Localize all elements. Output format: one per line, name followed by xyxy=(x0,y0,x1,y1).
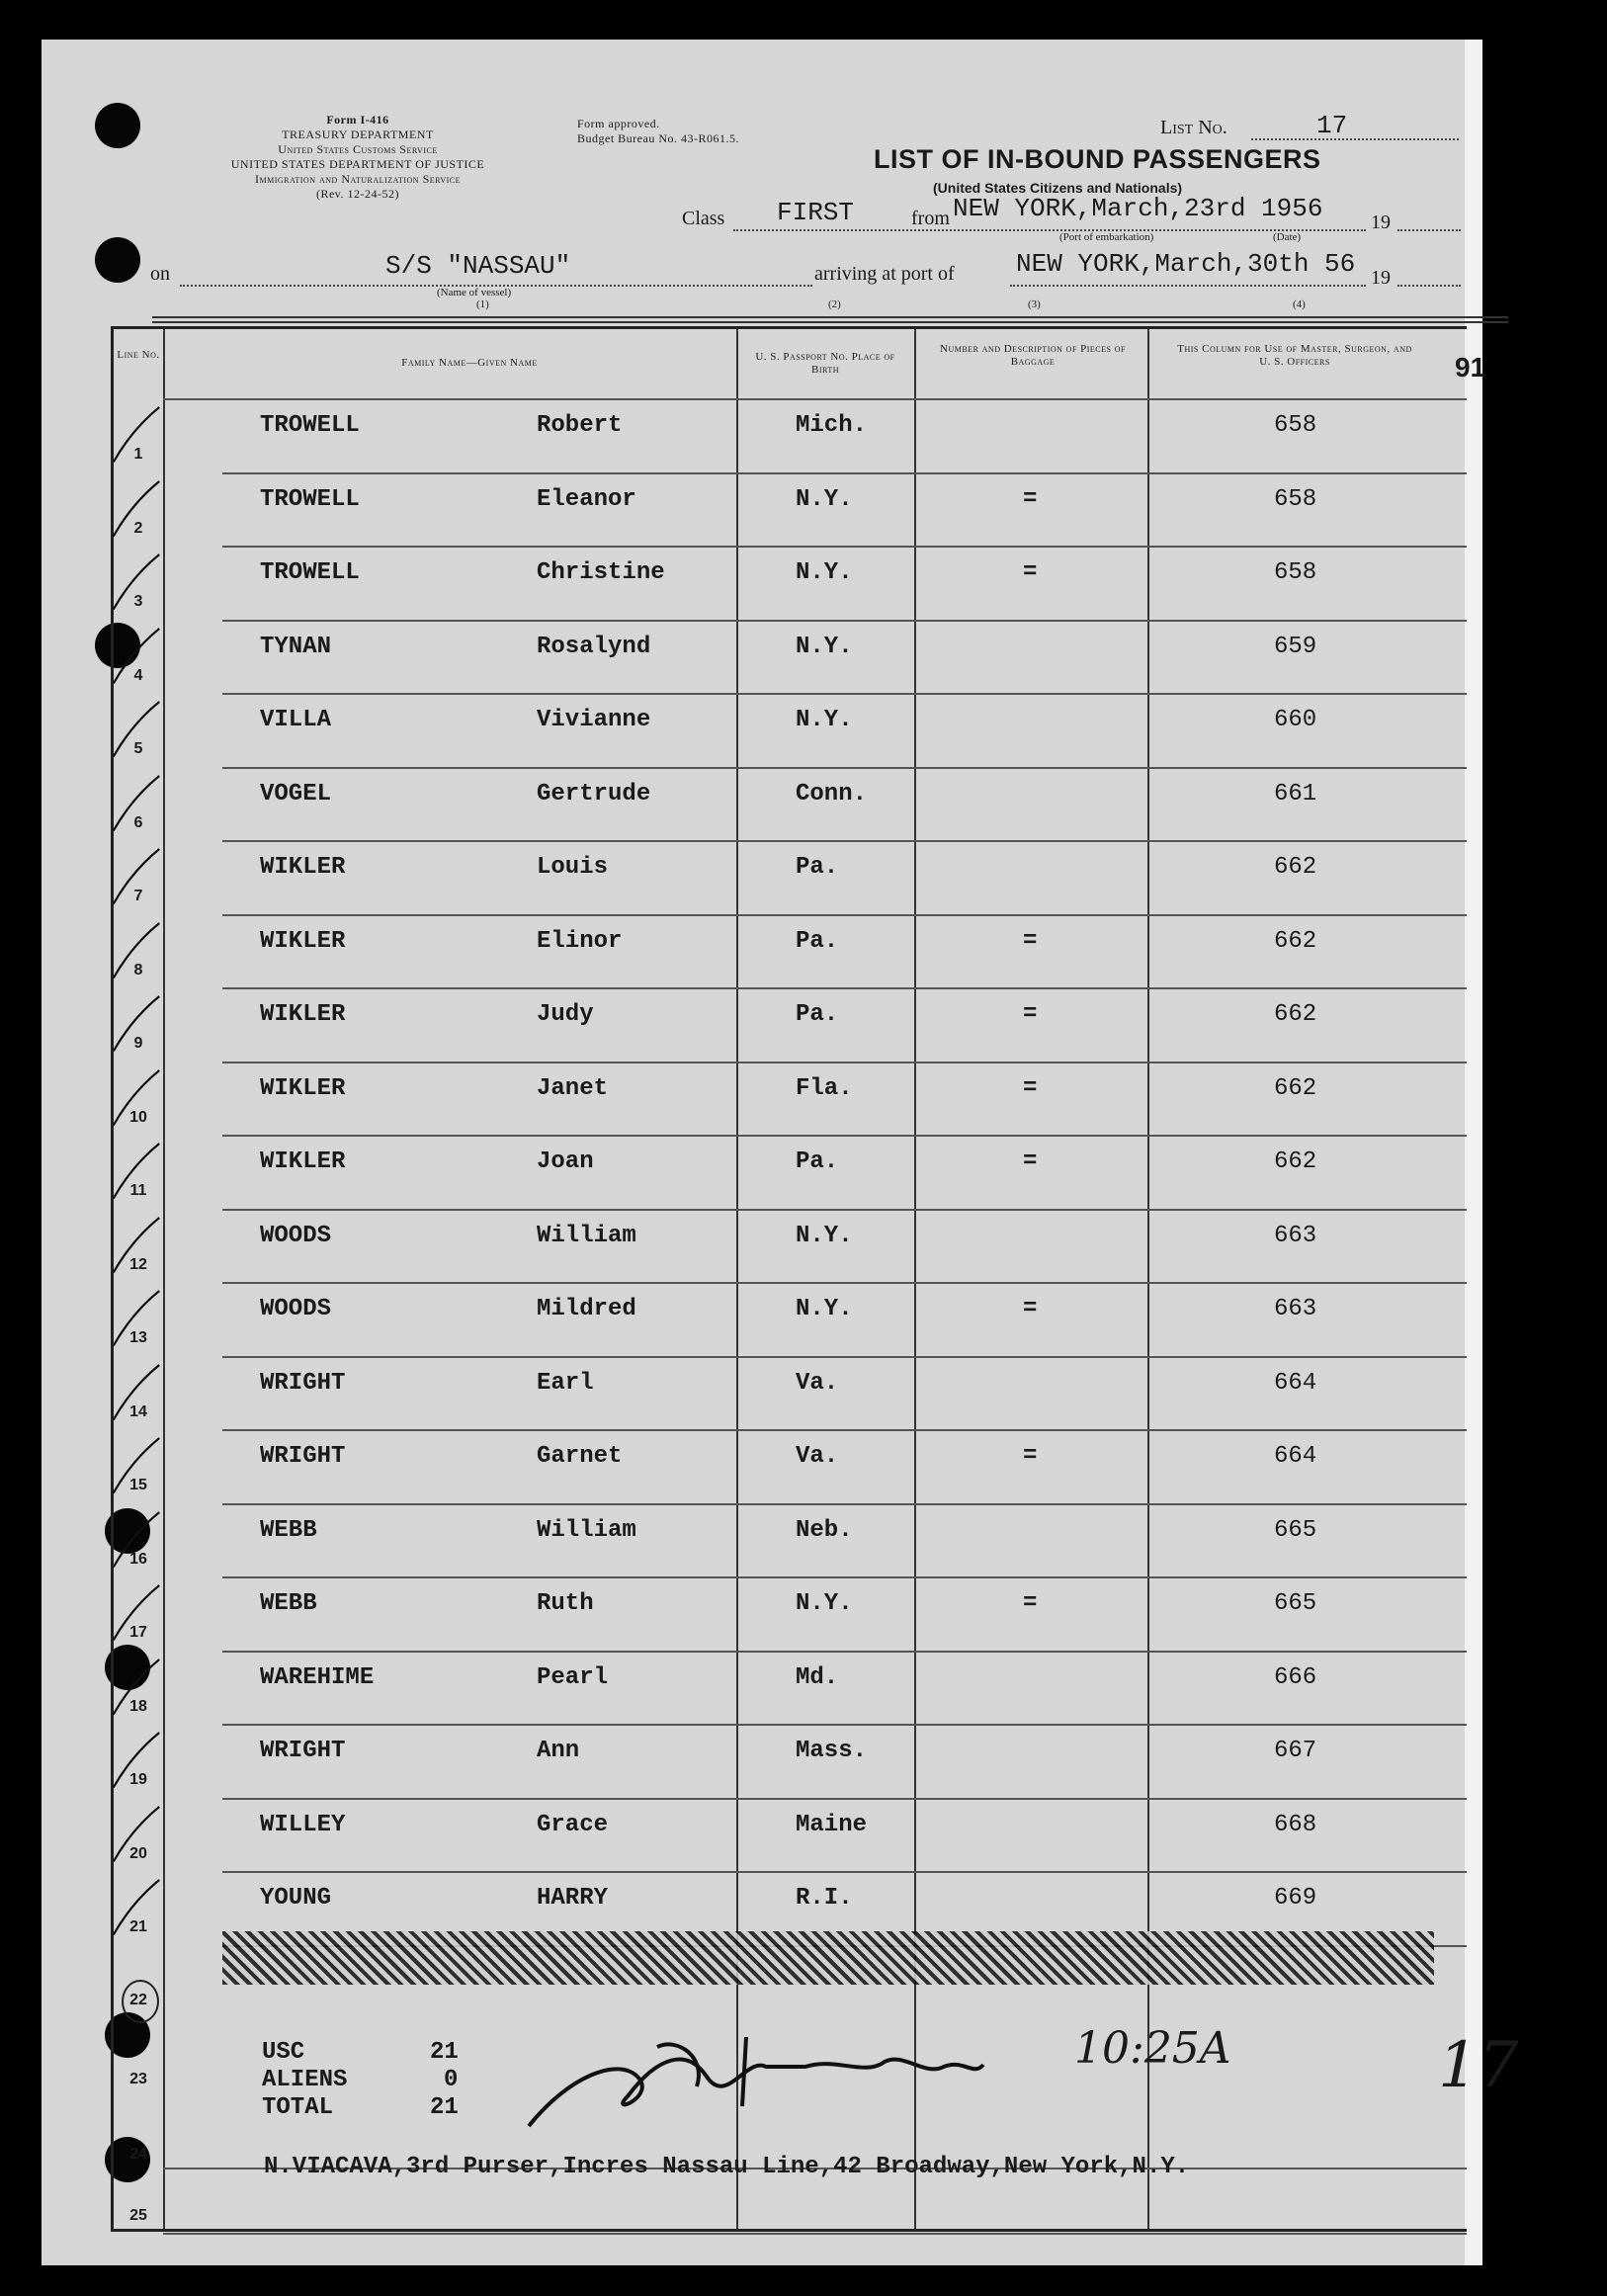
baggage-mark: = xyxy=(1023,1296,1038,1322)
row-divider xyxy=(222,1871,1467,1873)
dept-justice: UNITED STATES DEPARTMENT OF JUSTICE xyxy=(230,157,485,171)
officer-number: 669 xyxy=(1274,1885,1317,1912)
header-officers: This Column for Use of Master, Surgeon, and U. S. Officers xyxy=(1177,343,1412,368)
check-mark-icon xyxy=(102,1067,171,1127)
officer-number: 662 xyxy=(1274,1148,1317,1175)
place-of-birth: N.Y. xyxy=(796,559,853,586)
header-divider xyxy=(163,398,1467,400)
struck-out-entry xyxy=(222,1931,1434,1985)
given-name: William xyxy=(537,1222,636,1249)
line-number: 19 xyxy=(129,1771,147,1788)
binder-hole xyxy=(95,103,140,148)
year-prefix-2: 19 xyxy=(1371,267,1391,289)
given-name: Elinor xyxy=(537,927,623,955)
line-number-22: 22 xyxy=(129,1992,147,2008)
baggage-mark: = xyxy=(1023,1001,1038,1028)
check-mark-icon xyxy=(102,1288,171,1347)
baggage-mark: = xyxy=(1023,1443,1038,1470)
family-name: TROWELL xyxy=(260,485,360,513)
col-num-3: (3) xyxy=(1028,298,1041,310)
family-name: TROWELL xyxy=(260,559,360,586)
line-number: 16 xyxy=(129,1550,147,1568)
place-of-birth: Pa. xyxy=(796,927,839,955)
place-of-birth: Md. xyxy=(796,1663,839,1691)
row-divider xyxy=(222,1356,1467,1358)
check-mark-icon xyxy=(102,1804,171,1863)
place-of-birth: Va. xyxy=(796,1369,839,1397)
line-number: 2 xyxy=(133,519,143,537)
place-of-birth: Neb. xyxy=(796,1516,853,1544)
budget-bureau: Budget Bureau No. 43-R061.5. xyxy=(577,131,739,145)
family-name: WRIGHT xyxy=(260,1443,346,1470)
line-number: 4 xyxy=(133,666,143,684)
officer-number: 666 xyxy=(1274,1663,1317,1691)
row-divider xyxy=(222,767,1467,769)
line-number: 3 xyxy=(133,593,143,610)
date-label: (Date) xyxy=(1273,231,1302,243)
check-mark-icon xyxy=(102,1657,171,1716)
given-name: Ann xyxy=(537,1738,580,1764)
given-name: Garnet xyxy=(537,1443,623,1470)
given-name: Robert xyxy=(537,412,623,439)
officer-number: 658 xyxy=(1274,412,1317,439)
place-of-birth: Pa. xyxy=(796,854,839,881)
row-divider xyxy=(222,1062,1467,1063)
line-22-circle xyxy=(122,1980,159,2023)
officer-number: 658 xyxy=(1274,559,1317,586)
officer-number: 663 xyxy=(1274,1296,1317,1322)
row-divider xyxy=(222,1651,1467,1653)
place-of-birth: N.Y. xyxy=(796,707,853,733)
line-number: 6 xyxy=(133,813,143,831)
row-divider xyxy=(222,987,1467,989)
page-stamp: 91 xyxy=(1455,352,1486,383)
family-name: WILLEY xyxy=(260,1811,346,1838)
line-number: 20 xyxy=(129,1844,147,1862)
check-mark-icon xyxy=(102,478,171,538)
line-number: 10 xyxy=(129,1108,147,1126)
summary-aliens-value: 0 xyxy=(444,2067,459,2093)
officer-number: 664 xyxy=(1274,1443,1317,1470)
line-number: 9 xyxy=(133,1035,143,1052)
time-note: 10:25A xyxy=(1074,2023,1231,2074)
port-embark-label: (Port of embarkation) xyxy=(1059,231,1154,243)
dept-justice-sub: Immigration and Naturalization Service xyxy=(254,172,461,186)
line-number: 7 xyxy=(133,888,143,904)
given-name: William xyxy=(537,1516,636,1544)
list-no-label: List No. xyxy=(1160,117,1227,138)
row-divider xyxy=(222,1135,1467,1137)
row-divider xyxy=(222,620,1467,622)
family-name: WAREHIME xyxy=(260,1663,375,1691)
line-number-25: 25 xyxy=(129,2207,147,2224)
place-of-birth: Pa. xyxy=(796,1001,839,1028)
check-mark-icon xyxy=(102,1141,171,1200)
line-number: 13 xyxy=(129,1329,147,1346)
line-number: 18 xyxy=(129,1697,147,1715)
check-mark-icon xyxy=(102,404,171,464)
place-of-birth: Conn. xyxy=(796,780,868,808)
row-divider xyxy=(222,693,1467,695)
family-name: VOGEL xyxy=(260,780,332,808)
given-name: Gertrude xyxy=(537,780,651,808)
list-no-value: 17 xyxy=(1316,111,1348,140)
margin-note: 17 xyxy=(1438,2029,1519,2102)
class-label: Class xyxy=(682,208,725,229)
officer-number: 664 xyxy=(1274,1369,1317,1397)
line-number: 8 xyxy=(133,961,143,978)
officer-number: 662 xyxy=(1274,1074,1317,1102)
place-of-birth: Mich. xyxy=(796,412,868,439)
line-number: 12 xyxy=(129,1255,147,1273)
from-label: from xyxy=(911,208,950,229)
dept-treasury: TREASURY DEPARTMENT xyxy=(282,128,434,141)
officer-number: 668 xyxy=(1274,1811,1317,1838)
check-mark-icon xyxy=(102,993,171,1053)
header-name: Family Name—Given Name xyxy=(401,357,538,369)
officer-number: 662 xyxy=(1274,854,1317,881)
row-divider xyxy=(222,546,1467,548)
place-of-birth: N.Y. xyxy=(796,485,853,513)
check-mark-icon xyxy=(102,1215,171,1274)
row-divider xyxy=(222,1798,1467,1800)
given-name: HARRY xyxy=(537,1885,609,1912)
given-name: Pearl xyxy=(537,1663,609,1691)
col-num-2: (2) xyxy=(828,298,841,310)
officer-number: 660 xyxy=(1274,707,1317,733)
given-name: Eleanor xyxy=(537,485,636,513)
line-number: 1 xyxy=(133,446,143,463)
check-mark-icon xyxy=(102,846,171,905)
place-of-birth: R.I. xyxy=(796,1885,853,1912)
place-of-birth: N.Y. xyxy=(796,1296,853,1322)
officer-number: 667 xyxy=(1274,1738,1317,1764)
row-divider xyxy=(222,1209,1467,1211)
baggage-mark: = xyxy=(1023,485,1038,513)
place-of-birth: N.Y. xyxy=(796,1590,853,1617)
family-name: WIKLER xyxy=(260,927,346,955)
given-name: Grace xyxy=(537,1811,609,1838)
class-value: FIRST xyxy=(777,198,855,227)
form-number: Form I-416 xyxy=(326,113,389,127)
baggage-mark: = xyxy=(1023,1074,1038,1102)
summary-usc-label: USC xyxy=(262,2039,305,2066)
given-name: Joan xyxy=(537,1148,594,1175)
place-of-birth: Maine xyxy=(796,1811,868,1838)
vessel-name: S/S "NASSAU" xyxy=(385,251,571,281)
place-of-birth: Fla. xyxy=(796,1074,853,1102)
family-name: WIKLER xyxy=(260,854,346,881)
given-name: Earl xyxy=(537,1369,594,1397)
check-mark-icon xyxy=(102,1435,171,1494)
binder-hole xyxy=(95,237,140,283)
place-of-birth: N.Y. xyxy=(796,633,853,660)
officer-number: 659 xyxy=(1274,633,1317,660)
check-mark-icon xyxy=(102,920,171,979)
check-mark-icon xyxy=(102,552,171,611)
summary-total-label: TOTAL xyxy=(262,2094,334,2121)
line-number-24: 24 xyxy=(129,2146,147,2163)
form-revision: (Rev. 12-24-52) xyxy=(315,187,400,201)
given-name: Judy xyxy=(537,1001,594,1028)
family-name: WRIGHT xyxy=(260,1369,346,1397)
family-name: VILLA xyxy=(260,707,332,733)
family-name: WEBB xyxy=(260,1516,317,1544)
place-of-birth: Mass. xyxy=(796,1738,868,1764)
summary-total-value: 21 xyxy=(430,2094,459,2121)
given-name: Vivianne xyxy=(537,707,651,733)
vessel-label: (Name of vessel) xyxy=(437,287,512,298)
header-line-no: Line No. xyxy=(117,349,160,361)
arriving-value: NEW YORK,March,30th 56 xyxy=(1016,249,1356,279)
row-divider xyxy=(222,1282,1467,1284)
page-title: LIST OF IN-BOUND PASSENGERS xyxy=(874,144,1321,174)
row-divider xyxy=(222,1576,1467,1578)
check-mark-icon xyxy=(102,1582,171,1642)
family-name: TYNAN xyxy=(260,633,332,660)
officer-number: 665 xyxy=(1274,1516,1317,1544)
officer-number: 665 xyxy=(1274,1590,1317,1617)
officer-number: 662 xyxy=(1274,1001,1317,1028)
line-number: 14 xyxy=(129,1403,147,1420)
baggage-mark: = xyxy=(1023,559,1038,586)
dept-treasury-sub: United States Customs Service xyxy=(278,142,438,156)
row-divider xyxy=(222,840,1467,842)
family-name: WIKLER xyxy=(260,1074,346,1102)
from-value: NEW YORK,March,23rd 1956 xyxy=(953,194,1323,223)
summary-aliens-label: ALIENS xyxy=(262,2067,348,2093)
given-name: Rosalynd xyxy=(537,633,651,660)
arriving-label: arriving at port of xyxy=(814,263,955,285)
baggage-mark: = xyxy=(1023,1148,1038,1175)
given-name: Christine xyxy=(537,559,665,586)
given-name: Janet xyxy=(537,1074,609,1102)
given-name: Louis xyxy=(537,854,609,881)
given-name: Ruth xyxy=(537,1590,594,1617)
given-name: Mildred xyxy=(537,1296,636,1322)
family-name: WIKLER xyxy=(260,1001,346,1028)
family-name: WEBB xyxy=(260,1590,317,1617)
family-name: WRIGHT xyxy=(260,1738,346,1764)
year-prefix-1: 19 xyxy=(1371,212,1391,233)
check-mark-icon xyxy=(102,773,171,832)
officer-number: 658 xyxy=(1274,485,1317,513)
summary-usc-value: 21 xyxy=(430,2039,459,2066)
family-name: WOODS xyxy=(260,1222,332,1249)
line-number: 21 xyxy=(129,1918,147,1935)
form-approved: Form approved. xyxy=(577,117,660,130)
place-of-birth: Pa. xyxy=(796,1148,839,1175)
col-num-1: (1) xyxy=(476,298,489,310)
on-label: on xyxy=(150,263,170,285)
col-num-4: (4) xyxy=(1293,298,1306,310)
row-divider xyxy=(222,1503,1467,1505)
form-approval xyxy=(577,117,739,146)
check-mark-icon xyxy=(102,1730,171,1789)
family-name: WOODS xyxy=(260,1296,332,1322)
form-header-left xyxy=(150,113,565,202)
baggage-mark: = xyxy=(1023,927,1038,955)
officer-number: 661 xyxy=(1274,780,1317,808)
line-number-23: 23 xyxy=(129,2071,147,2087)
check-mark-icon xyxy=(102,1362,171,1421)
check-mark-icon xyxy=(102,699,171,758)
line-number: 5 xyxy=(133,740,143,757)
row-divider xyxy=(222,472,1467,474)
place-of-birth: Va. xyxy=(796,1443,839,1470)
check-mark-icon xyxy=(102,626,171,685)
line-number: 17 xyxy=(129,1624,147,1641)
check-mark-icon xyxy=(102,1509,171,1569)
header-baggage: Number and Description of Pieces of Baggage xyxy=(940,343,1126,368)
officer-number: 663 xyxy=(1274,1222,1317,1249)
family-name: YOUNG xyxy=(260,1885,332,1912)
line-number: 11 xyxy=(129,1182,147,1199)
family-name: WIKLER xyxy=(260,1148,346,1175)
row-divider xyxy=(222,914,1467,916)
check-mark-icon xyxy=(102,1877,171,1936)
officer-signature xyxy=(509,2017,1062,2136)
header-passport: U. S. Passport No. Place of Birth xyxy=(755,351,895,376)
place-of-birth: N.Y. xyxy=(796,1222,853,1249)
family-name: TROWELL xyxy=(260,412,360,439)
officer-number: 662 xyxy=(1274,927,1317,955)
page-subtitle: (United States Citizens and Nationals) xyxy=(933,180,1183,196)
row-divider xyxy=(222,1429,1467,1431)
row-divider xyxy=(222,1724,1467,1726)
purser-line: N.VIACAVA,3rd Purser,Incres Nassau Line,42 Broadway,New York,N.Y. xyxy=(264,2154,1190,2180)
baggage-mark: = xyxy=(1023,1590,1038,1617)
line-number: 15 xyxy=(129,1477,147,1493)
